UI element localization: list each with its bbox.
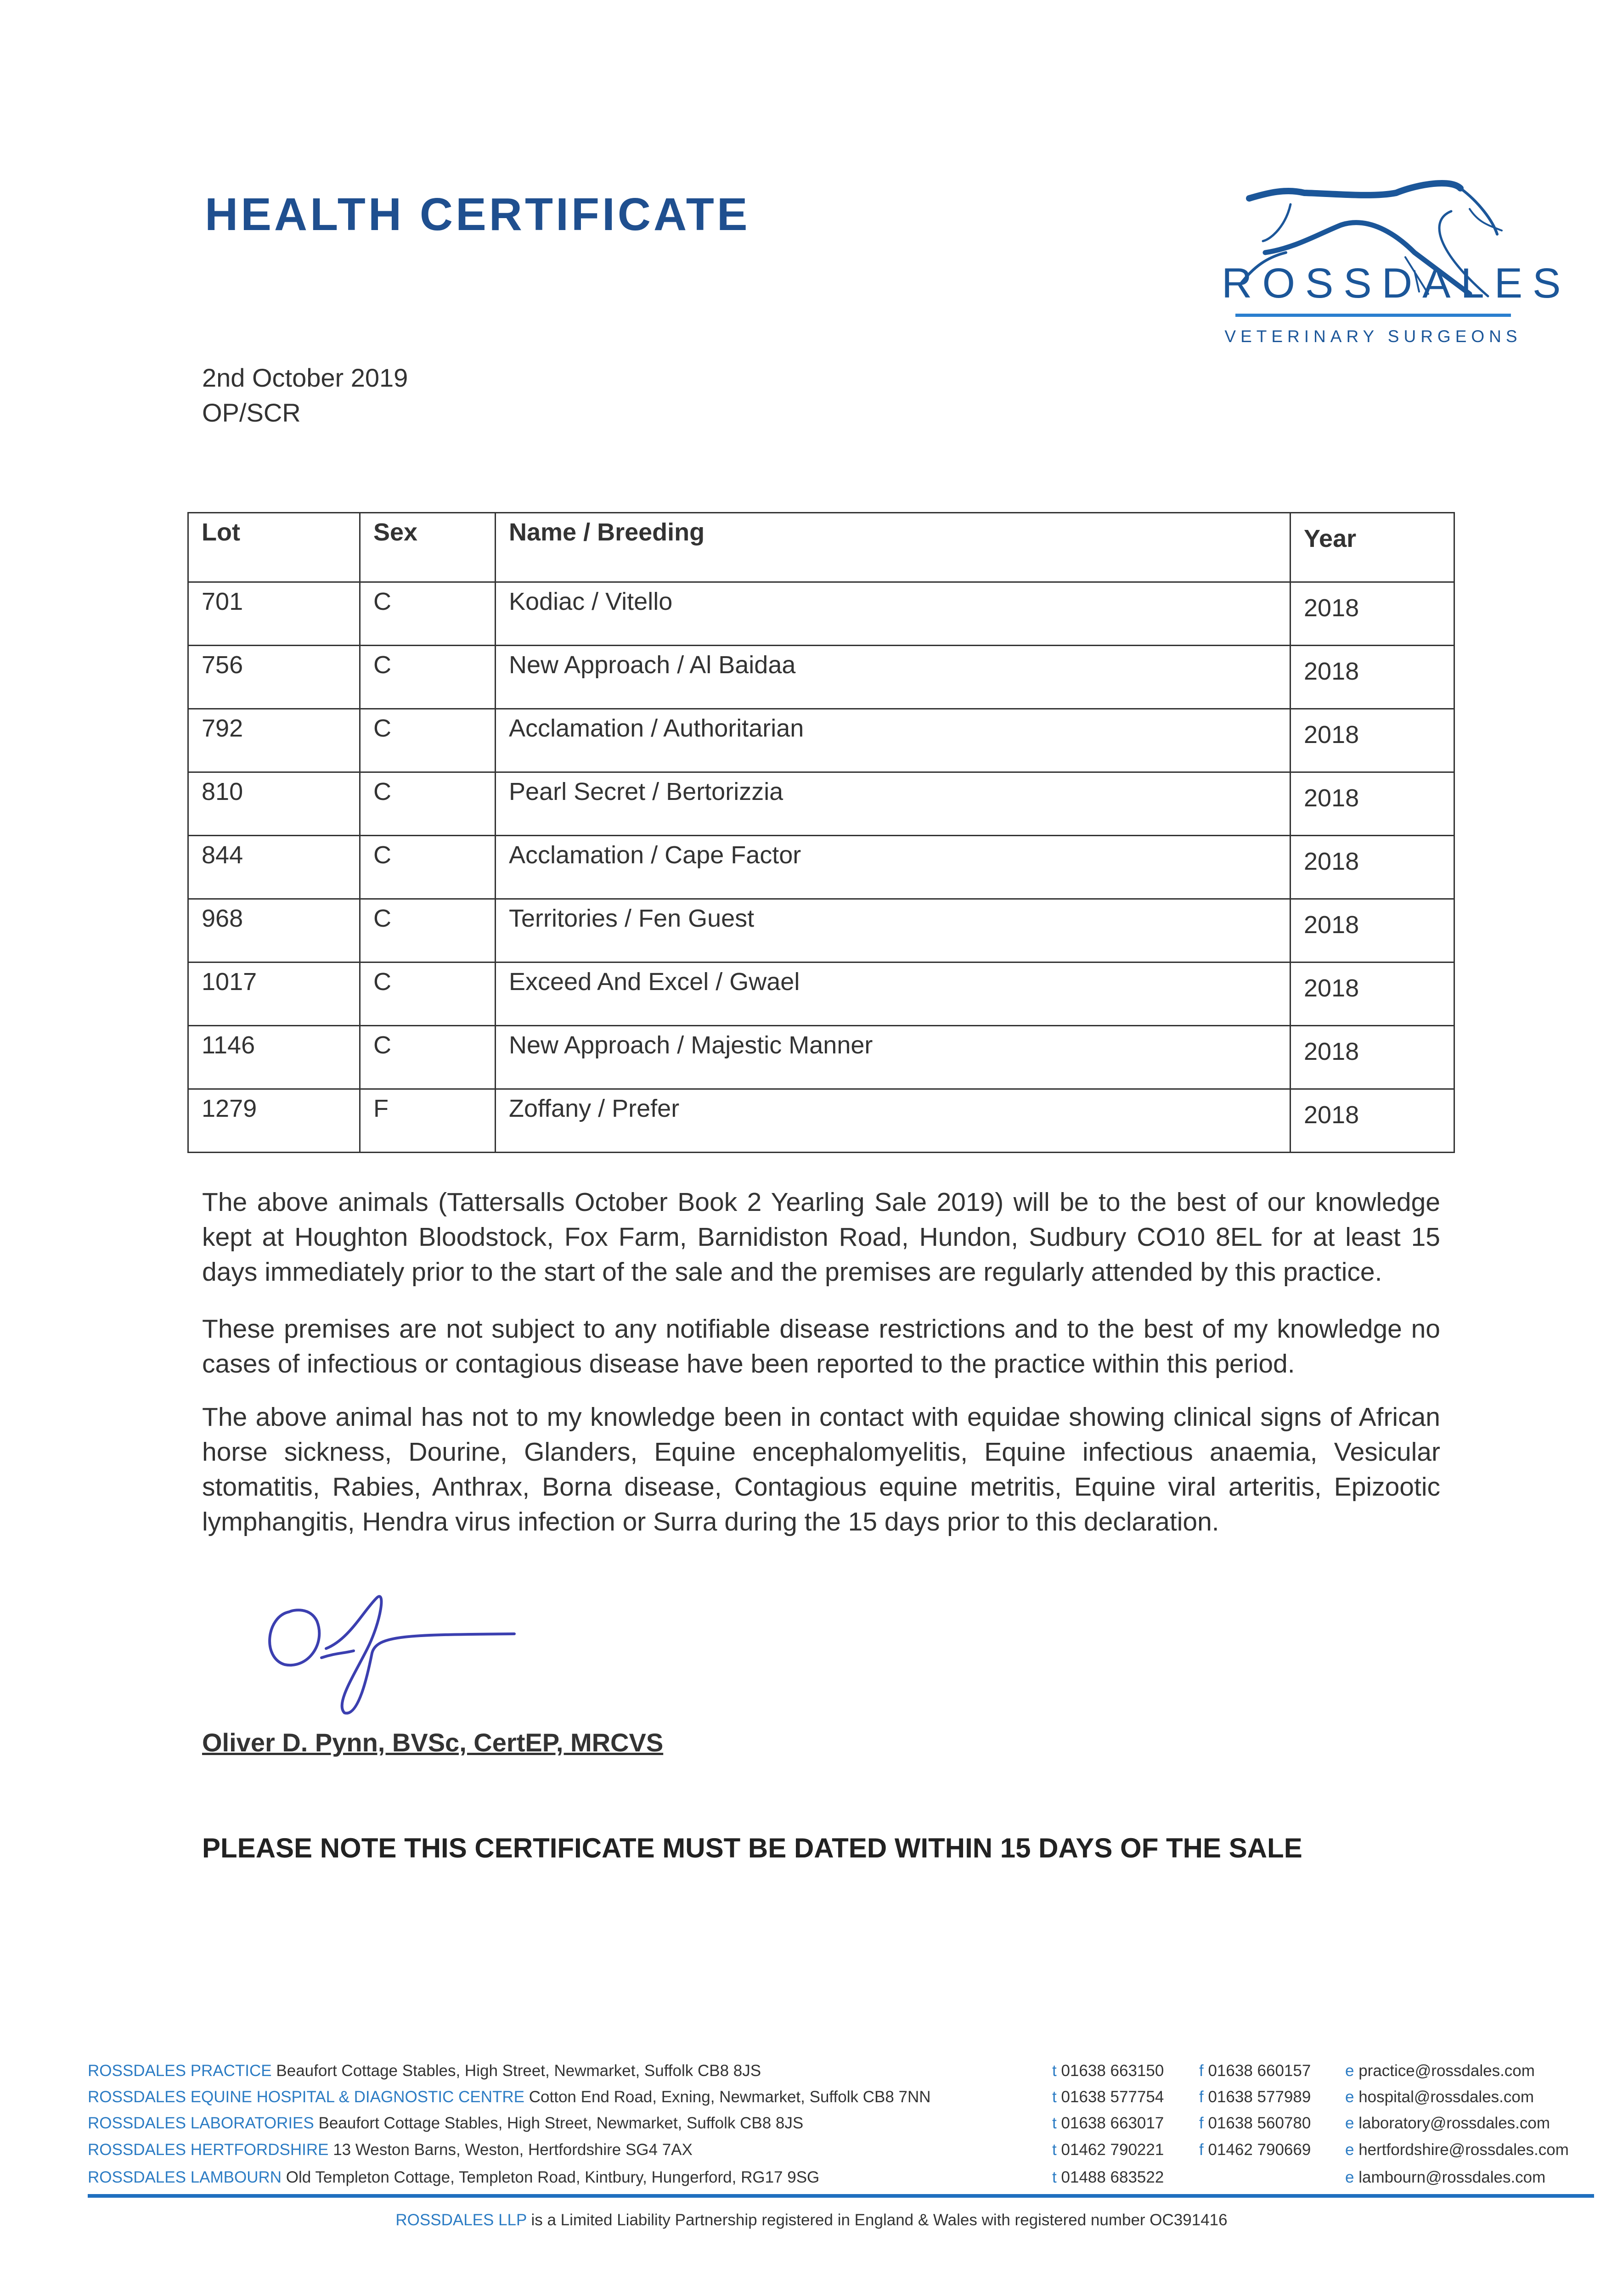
paragraph-contact: The above animal has not to my knowledge been in contact with equidae showing clinical signs of African horse sickness, Dourine, Glanders, Equine encephalomyelitis, Equine infectious anaemia, Vesicular stomatitis, Rabies, Anthrax, Borna disease, Contagious equine metritis, Equine viral arteritis, Epizootic lymphangitis, Hendra virus infection or Surra during the 15 days prior to this declaration.	[202, 1402, 1440, 1536]
registration-line	[0, 2211, 1623, 2229]
office-tel: 01638 663150	[1061, 2062, 1164, 2080]
office-tel: 01462 790221	[1061, 2141, 1164, 2159]
email-prefix: e	[1345, 2088, 1354, 2106]
office-address: 13 Weston Barns, Weston, Hertfordshire SG4 7AX	[333, 2141, 693, 2159]
name-breeding-cell: Acclamation / Cape Factor	[496, 836, 1291, 899]
email-prefix: e	[1345, 2141, 1354, 2159]
table-row	[188, 646, 1454, 709]
tel-prefix: t	[1052, 2088, 1057, 2106]
footer-office-row	[88, 2141, 1569, 2159]
office-name: ROSSDALES LAMBOURN	[88, 2168, 282, 2186]
office-fax: 01638 577989	[1208, 2088, 1311, 2106]
sex-cell: C	[360, 582, 496, 646]
name-breeding-cell: New Approach / Al Baidaa	[496, 646, 1291, 709]
header-lot: Lot	[188, 513, 360, 582]
lot-cell: 968	[188, 899, 360, 962]
office-fax: 01638 560780	[1208, 2114, 1311, 2132]
lot-cell: 1017	[188, 962, 360, 1026]
lots-table	[187, 512, 1455, 1153]
header-name-breeding: Name / Breeding	[496, 513, 1291, 582]
lot-cell: 810	[188, 772, 360, 836]
signer-name: Oliver D. Pynn, BVSc, CertEP, MRCVS	[202, 1728, 664, 1757]
office-email[interactable]: laboratory@rossdales.com	[1358, 2114, 1550, 2132]
year-cell: 2018	[1291, 836, 1454, 899]
table-row	[188, 962, 1454, 1026]
office-email[interactable]: hertfordshire@rossdales.com	[1358, 2141, 1569, 2159]
logo-divider	[1235, 314, 1511, 317]
certificate-date: 2nd October 2019	[202, 363, 408, 392]
office-email[interactable]: hospital@rossdales.com	[1358, 2088, 1534, 2106]
year-cell: 2018	[1291, 1089, 1454, 1153]
logo-wordmark: ROSSDALES	[1222, 260, 1571, 307]
office-email[interactable]: practice@rossdales.com	[1358, 2062, 1535, 2080]
office-address: Beaufort Cottage Stables, High Street, Newmarket, Suffolk CB8 8JS	[276, 2062, 761, 2080]
sex-cell: C	[360, 709, 496, 772]
table-row	[188, 772, 1454, 836]
lot-cell: 1146	[188, 1026, 360, 1089]
office-address: Cotton End Road, Exning, Newmarket, Suffolk CB8 7NN	[529, 2088, 931, 2106]
name-breeding-cell: Territories / Fen Guest	[496, 899, 1291, 962]
footer-office-row	[88, 2114, 1550, 2133]
fax-prefix: f	[1199, 2062, 1204, 2080]
lot-cell: 844	[188, 836, 360, 899]
name-breeding-cell: Exceed And Excel / Gwael	[496, 962, 1291, 1026]
fax-prefix: f	[1199, 2141, 1204, 2159]
table-row	[188, 709, 1454, 772]
header-year: Year	[1291, 513, 1454, 582]
name-breeding-cell: New Approach / Majestic Manner	[496, 1026, 1291, 1089]
registration-text: is a Limited Liability Partnership registered in England & Wales with registered number OC391416	[526, 2211, 1228, 2229]
name-breeding-cell: Acclamation / Authoritarian	[496, 709, 1291, 772]
table-row	[188, 582, 1454, 646]
header-sex: Sex	[360, 513, 496, 582]
sex-cell: C	[360, 646, 496, 709]
footer-office-row	[88, 2088, 1534, 2106]
office-name: ROSSDALES HERTFORDSHIRE	[88, 2141, 329, 2159]
lot-cell: 756	[188, 646, 360, 709]
office-tel: 01488 683522	[1061, 2168, 1164, 2186]
paragraph-premises: The above animals (Tattersalls October Book 2 Yearling Sale 2019) will be to the best of our knowledge kept at Houghton Bloodstock, Fox Farm, Barnidiston Road, Hundon, Sudbury CO10 8EL for at least 15 days immediately prior to the start of the sale and the premises are regularly attended by this practice.	[202, 1187, 1440, 1287]
table-row	[188, 899, 1454, 962]
tel-prefix: t	[1052, 2114, 1057, 2132]
email-prefix: e	[1345, 2114, 1354, 2132]
dating-notice: PLEASE NOTE THIS CERTIFICATE MUST BE DATED WITHIN 15 DAYS OF THE SALE	[202, 1833, 1302, 1863]
office-name: ROSSDALES PRACTICE	[88, 2062, 272, 2080]
sex-cell: C	[360, 899, 496, 962]
office-tel: 01638 577754	[1061, 2088, 1164, 2106]
table-header-row	[188, 513, 1454, 582]
lot-cell: 792	[188, 709, 360, 772]
table-row	[188, 1026, 1454, 1089]
table-row	[188, 836, 1454, 899]
year-cell: 2018	[1291, 772, 1454, 836]
tel-prefix: t	[1052, 2168, 1057, 2186]
sex-cell: C	[360, 1026, 496, 1089]
email-prefix: e	[1345, 2062, 1354, 2080]
table-row	[188, 1089, 1454, 1153]
tel-prefix: t	[1052, 2141, 1057, 2159]
sex-cell: F	[360, 1089, 496, 1153]
sex-cell: C	[360, 836, 496, 899]
office-name: ROSSDALES LABORATORIES	[88, 2114, 314, 2132]
office-fax: 01638 660157	[1208, 2062, 1311, 2080]
tel-prefix: t	[1052, 2062, 1057, 2080]
reference-code: OP/SCR	[202, 398, 301, 427]
fax-prefix: f	[1199, 2088, 1204, 2106]
year-cell: 2018	[1291, 1026, 1454, 1089]
office-fax: 01462 790669	[1208, 2141, 1311, 2159]
logo-subtitle: VETERINARY SURGEONS	[1224, 327, 1522, 346]
footer-divider	[88, 2194, 1594, 2198]
fax-prefix: f	[1199, 2114, 1204, 2132]
lot-cell: 701	[188, 582, 360, 646]
footer-office-row	[88, 2062, 1535, 2080]
year-cell: 2018	[1291, 582, 1454, 646]
office-tel: 01638 663017	[1061, 2114, 1164, 2132]
office-email[interactable]: lambourn@rossdales.com	[1358, 2168, 1546, 2186]
name-breeding-cell: Pearl Secret / Bertorizzia	[496, 772, 1291, 836]
registration-name: ROSSDALES LLP	[395, 2211, 527, 2229]
year-cell: 2018	[1291, 646, 1454, 709]
name-breeding-cell: Kodiac / Vitello	[496, 582, 1291, 646]
sex-cell: C	[360, 962, 496, 1026]
email-prefix: e	[1345, 2168, 1354, 2186]
year-cell: 2018	[1291, 899, 1454, 962]
office-address: Old Templeton Cottage, Templeton Road, Kintbury, Hungerford, RG17 9SG	[286, 2168, 820, 2186]
lot-cell: 1279	[188, 1089, 360, 1153]
year-cell: 2018	[1291, 709, 1454, 772]
office-address: Beaufort Cottage Stables, High Street, Newmarket, Suffolk CB8 8JS	[318, 2114, 804, 2132]
year-cell: 2018	[1291, 962, 1454, 1026]
sex-cell: C	[360, 772, 496, 836]
name-breeding-cell: Zoffany / Prefer	[496, 1089, 1291, 1153]
footer-office-row	[88, 2168, 1546, 2187]
signature-icon	[257, 1584, 519, 1722]
office-name: ROSSDALES EQUINE HOSPITAL & DIAGNOSTIC CENTRE	[88, 2088, 525, 2106]
paragraph-restrictions: These premises are not subject to any notifiable disease restrictions and to the best of my knowledge no cases of infectious or contagious disease have been reported to the practice within this period.	[202, 1314, 1440, 1379]
document-title: HEALTH CERTIFICATE	[205, 189, 750, 240]
